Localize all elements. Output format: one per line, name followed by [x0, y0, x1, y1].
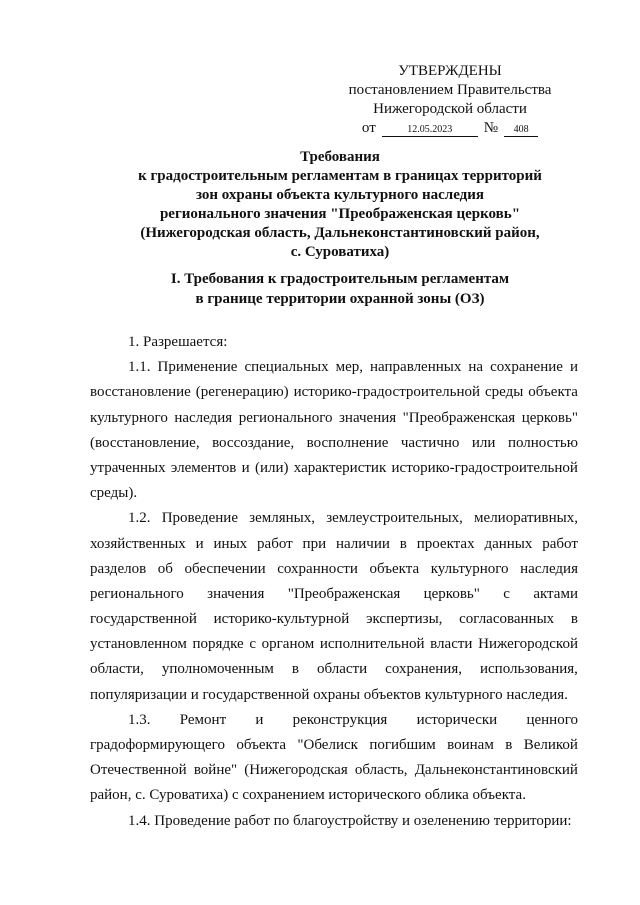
body-word: Дальнеконстантиновский — [414, 762, 578, 779]
body-word: обеспечении — [184, 560, 266, 577]
body-word: исполнительной — [319, 636, 425, 653]
body-word: с — [503, 585, 510, 602]
body-word: (или) — [254, 459, 289, 476]
body-word: и — [195, 535, 204, 552]
body-word: направленных — [370, 359, 462, 376]
body-line — [90, 657, 578, 682]
body-word: на — [468, 359, 484, 376]
body-word: землеустроительных, — [326, 510, 463, 527]
body-word: разделов — [90, 560, 147, 577]
approval-line-1: постановлением Правительства — [348, 82, 552, 98]
heading-line: регионального значения "Преображенская церковь" — [159, 206, 521, 222]
body-line-text: 1. Разрешается: — [128, 334, 228, 350]
body-word: войне" — [193, 762, 238, 779]
body-word: Проведение — [161, 510, 238, 527]
body-word: "Обелиск — [297, 737, 358, 753]
body-word: иных — [213, 535, 248, 552]
body-word: Великой — [523, 737, 578, 753]
body-line — [90, 758, 578, 783]
body-word: утраченных — [90, 459, 166, 476]
body-word: градоформирующего — [90, 737, 225, 753]
body-line — [90, 783, 578, 808]
body-word: среды — [485, 384, 524, 401]
body-word: область, — [354, 762, 408, 779]
body-line — [90, 330, 578, 355]
body-line — [90, 431, 578, 456]
body-word: сохранение — [490, 359, 563, 376]
body-word: (Нижегородская — [244, 762, 348, 779]
number-label: № — [483, 120, 499, 136]
body-word: власти — [430, 636, 473, 653]
body-word: специальных — [244, 359, 329, 376]
body-line — [90, 708, 578, 733]
body-word: хозяйственных — [90, 535, 186, 552]
body-word: исторически — [416, 711, 498, 728]
body-word: регионального — [238, 409, 333, 426]
body-word: уполномоченным — [161, 661, 274, 678]
body-word: согласованных — [459, 611, 555, 628]
body-word: сохранения, — [385, 661, 462, 678]
body-word: использования, — [480, 661, 578, 678]
body-word: характеристик — [293, 459, 387, 476]
approval-number: 408 — [504, 124, 538, 137]
body-word: реконструкция — [292, 711, 388, 728]
body-line-text: популяризации и государственной охраны объектов культурного наследия. — [90, 686, 568, 703]
body-word: Ремонт — [179, 711, 227, 728]
body-word: государственной — [90, 611, 197, 628]
body-word: Применение — [157, 359, 238, 376]
body-word: историко-культурной — [213, 611, 350, 628]
from-label: от — [361, 120, 376, 136]
body-word: сохранности — [277, 560, 358, 577]
body-word: работ — [257, 535, 293, 552]
body-word: объекта — [528, 384, 578, 401]
body-word: частично — [400, 434, 460, 451]
heading-line: к градостроительным регламентам в границах территорий — [138, 168, 542, 184]
body-word: (регенерацию) — [195, 384, 289, 401]
body-line — [90, 733, 578, 758]
body-word: в — [399, 535, 407, 552]
heading-line: (Нижегородская область, Дальнеконстантиновский район, — [140, 225, 540, 241]
body-line-text: район, с. Суроватиха) с сохранением исторического облика объекта. — [90, 787, 526, 804]
body-word: актами — [533, 585, 578, 602]
body-word: в — [291, 661, 299, 678]
body-line — [90, 582, 578, 607]
body-word: в — [570, 611, 578, 628]
body-word: объекта — [369, 560, 420, 577]
body-word: объекта — [236, 737, 287, 753]
heading-line: Требования — [300, 149, 380, 165]
body-word: элементов — [170, 459, 237, 476]
body-word: восстановление — [90, 384, 191, 401]
body-word: "Преображенская — [402, 409, 516, 426]
document-heading — [90, 148, 590, 262]
body-word: порядке — [192, 636, 244, 653]
body-word: воинам — [447, 737, 494, 753]
approval-date-line — [330, 119, 570, 138]
section-heading — [90, 270, 590, 309]
body-word: или — [471, 434, 496, 451]
body-line — [90, 481, 578, 506]
body-word: значения — [207, 585, 265, 602]
body-word: и — [241, 459, 250, 476]
body-word: 1.1. — [128, 359, 151, 376]
body-text — [90, 330, 578, 834]
heading-line: с. Суроватиха) — [290, 244, 390, 260]
approval-line-2: Нижегородской области — [373, 101, 527, 117]
body-word: значения — [339, 409, 397, 426]
body-word: церковь" — [521, 409, 578, 426]
body-word: проектах — [416, 535, 475, 552]
body-line — [90, 632, 578, 657]
body-word: восполнение — [306, 434, 389, 451]
body-line — [90, 532, 578, 557]
body-line — [90, 506, 578, 531]
body-word: мер, — [335, 359, 363, 376]
body-line — [90, 607, 578, 632]
body-word: экспертизы, — [366, 611, 443, 628]
body-line — [90, 456, 578, 481]
section-heading-line: I. Требования к градостроительным регламентам — [170, 271, 510, 287]
body-line — [90, 557, 578, 582]
body-word: и — [569, 359, 578, 376]
body-line — [90, 355, 578, 380]
approval-date: 12.05.2023 — [382, 124, 478, 137]
body-word: при — [302, 535, 327, 552]
body-word: органом — [261, 636, 315, 653]
body-line — [90, 406, 578, 431]
body-word: ценного — [526, 711, 578, 728]
body-word: данных — [484, 535, 533, 552]
body-word: области, — [90, 661, 144, 678]
approval-title: УТВЕРЖДЕНЫ — [398, 63, 502, 79]
body-word: работ — [542, 535, 578, 552]
body-word: историко-градостроительной — [293, 384, 481, 401]
body-word: земляных, — [249, 510, 315, 527]
section-heading-line: в границе территории охранной зоны (ОЗ) — [195, 290, 485, 307]
body-word: с — [249, 636, 256, 653]
body-word: об — [157, 560, 173, 577]
body-word: 1.3. — [128, 711, 151, 728]
body-line — [90, 809, 578, 834]
body-word: полностью — [507, 434, 578, 451]
body-word: Отечественной — [90, 762, 187, 779]
body-word: наследия — [174, 409, 233, 426]
heading-line: зон охраны объекта культурного наследия — [195, 187, 485, 203]
body-word: культурного — [90, 409, 168, 426]
body-word: воссоздание, — [212, 434, 295, 451]
body-line — [90, 380, 578, 405]
body-word: установленном — [90, 636, 187, 653]
body-word: в — [505, 737, 513, 753]
body-word: историко-градостроительной — [391, 459, 578, 476]
body-word: регионального — [90, 585, 184, 602]
body-line — [90, 683, 578, 708]
body-word: 1.2. — [128, 510, 151, 527]
body-word: "Преображенская — [287, 585, 401, 602]
approval-stamp — [330, 62, 570, 138]
body-word: (восстановление, — [90, 434, 200, 451]
body-word: Нижегородской — [478, 636, 578, 653]
body-word: культурного — [430, 560, 509, 577]
body-word: области — [317, 661, 368, 678]
body-word: и — [255, 711, 264, 728]
body-line-text: среды). — [90, 485, 138, 502]
body-word: наследия — [520, 560, 578, 577]
body-word: погибшим — [369, 737, 436, 753]
body-word: мелиоративных, — [474, 510, 578, 527]
body-word: церковь" — [423, 585, 480, 602]
body-line-text: 1.4. Проведение работ по благоустройству и озеленению территории: — [128, 812, 572, 829]
body-word: наличии — [335, 535, 390, 552]
